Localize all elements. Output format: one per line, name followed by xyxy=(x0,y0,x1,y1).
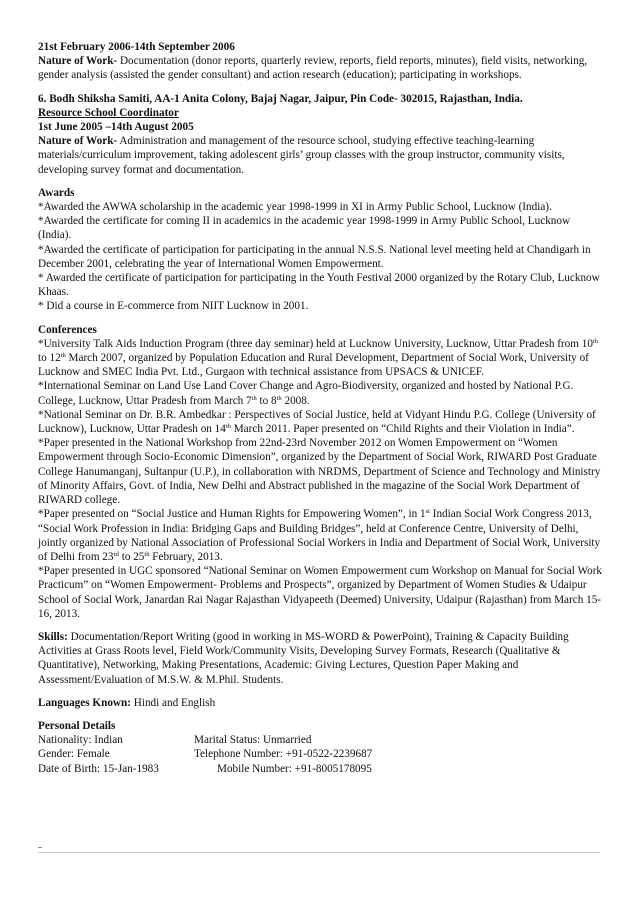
personal-field: Gender: Female xyxy=(38,748,110,761)
conference-item: *National Seminar on Dr. B.R. Ambedkar : Perspectives of Social Justice, held at Vidyant Hindu P.G. College (University of Lucknow), Lucknow, Uttar Pradesh on 14th March 2011. Paper presented on “Child Rights and their Violation in India”. xyxy=(38,408,596,436)
award-item: * Did a course in E-commerce from NIIT Lucknow in 2001. xyxy=(38,300,309,313)
award-item: *Awarded the certificate for coming II in academics in the academic year 1998-1999 in Army Public School, Lucknow (India). xyxy=(38,215,571,242)
conferences-heading: Conferences xyxy=(38,323,97,336)
languages-text: Languages Known: Hindi and English xyxy=(38,696,216,709)
personal-field: Nationality: Indian xyxy=(38,734,123,747)
conference-item: *University Talk Aids Induction Program (three day seminar) held at Lucknow University, Lucknow, Uttar Pradesh from 10th to 12th March 2007, organized by Population Education and Rural Development, Department of Social Work, University of Lucknow and SMEC India Pvt. Ltd., Gurgaon with technical assistance from UPSACS & UNICEF. xyxy=(38,337,599,379)
job-nature xyxy=(38,54,604,82)
conference-item: *Paper presented in UGC sponsored “National Seminar on Women Empowerment cum Workshop on Manual for Social Work Practicum” on “Women Empowerment- Problems and Prospects”, organized by Department of Women Studies & Udaipur School of Social Work, Janardan Rai Nagar Rajasthan Vidyapeeth (Deemed) University, Udaipur (Rajasthan) from March 15-16, 2013. xyxy=(38,565,603,620)
award-item: *Awarded the AWWA scholarship in the academic year 1998-1999 in XI in Army Public School, Lucknow (India). xyxy=(38,201,552,214)
job-organization: 6. Bodh Shiksha Samiti, AA-1 Anita Colony, Bajaj Nagar, Jaipur, Pin Code- 302015, Rajasthan, India. xyxy=(38,92,523,105)
personal-field: Marital Status: Unmarried xyxy=(194,734,312,747)
job-nature xyxy=(38,134,604,177)
job-section-6 xyxy=(38,92,604,177)
awards-heading: Awards xyxy=(38,186,75,199)
awards-section xyxy=(38,186,604,314)
conference-item: *International Seminar on Land Use Land Cover Change and Agro-Biodiversity, organized and hosted by National P.G. College, Lucknow, Uttar Pradesh from March 7th to 8th 2008. xyxy=(38,380,574,407)
personal-field: Mobile Number: +91-8005178095 xyxy=(217,762,372,775)
nature-label: Nature of Work- xyxy=(38,135,118,148)
skills-section xyxy=(38,630,604,687)
conference-item: *Paper presented in the National Workshop from 22nd-23rd November 2012 on Women Empowerment on “Women Empowerment through Socio-Economic Dimension”, organized by the Department of Social Work, RIWARD Post Graduate College Hanumanganj, Sultanpur (U.P.), in collaboration with NRDMS, Department of Science and Technology and Ministry of Minority Affairs, Govt. of India, New Delhi and Abstract published in the magazine of the Social Work Department of RIWARD college. xyxy=(38,437,601,507)
award-item: *Awarded the certificate of participation for participating in the annual N.S.S. National level meeting held at Chandigarh in December 2001, celebrating the year of International Women Empowerment. xyxy=(38,243,591,270)
job-role: Resource School Coordinator xyxy=(38,106,179,119)
footer-divider xyxy=(38,852,600,853)
personal-field: Date of Birth: 15-Jan-1983 xyxy=(38,762,159,775)
nature-label: Nature of Work- xyxy=(38,55,118,68)
job-dates: 21st February 2006-14th September 2006 xyxy=(38,41,235,53)
personal-row xyxy=(38,747,604,761)
footer-mark xyxy=(38,847,42,848)
conferences-section xyxy=(38,323,604,621)
nature-text: Documentation (donor reports, quarterly review, reports, field reports, minutes), field visits, networking, gender analysis (assisted the gender consultant) and action research (education); participating in workshops. xyxy=(38,55,588,82)
languages-section xyxy=(38,696,604,710)
conference-item: *Paper presented on “Social Justice and Human Rights for Empowering Women”, in 1st Indian Social Work Congress 2013, “Social Work Profession in India: Bridging Gaps and Building Bridges”, held at Conference Centre, University of Delhi, jointly organized by National Association of Professional Social Workers in India and Department of Social Work, University of Delhi from 23rd to 25th February, 2013. xyxy=(38,508,601,563)
award-item: * Awarded the certificate of participation for participating in the Youth Festival 2000 organized by the Rotary Club, Lucknow Khaas. xyxy=(38,272,600,299)
personal-row xyxy=(38,733,604,747)
nature-text: Administration and management of the resource school, studying effective teaching-learning materials/curriculum improvement, taking adolescent girls’ group classes with the group instructor, community visits, developing survey format and documentation. xyxy=(38,135,565,176)
personal-details-section xyxy=(38,719,604,776)
personal-row xyxy=(38,762,604,776)
job-dates: 1st June 2005 –14th August 2005 xyxy=(38,121,194,134)
job-section-5 xyxy=(38,40,604,83)
skills-label: Skills: xyxy=(38,630,68,643)
languages-label: Languages Known: xyxy=(38,696,131,709)
resume-page xyxy=(38,40,604,776)
skills-text: Skills: Documentation/Report Writing (good in working in MS-WORD & PowerPoint), Training & Capacity Building Activities at Grass Roots level, Field Work/Community Visits, Developing Survey Formats, Research (Qualitative & Quantitative), Networking, Making Presentations, Academic: Giving Lectures, Question Paper Making and Assessment/Evaluation of M.S.W. & M.Phil. Students. xyxy=(38,630,569,686)
personal-field: Telephone Number: +91-0522-2239687 xyxy=(194,748,373,761)
personal-heading: Personal Details xyxy=(38,719,116,732)
